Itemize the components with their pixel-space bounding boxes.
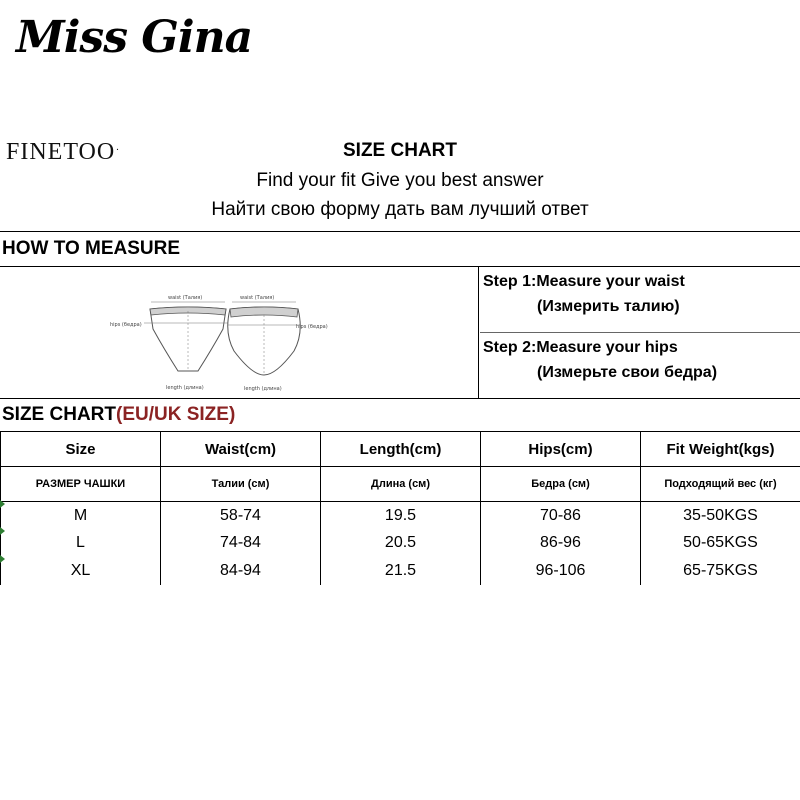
table-row	[1, 502, 800, 530]
table-cell-size: L	[1, 529, 161, 556]
size-chart-title: SIZE CHART	[2, 404, 116, 425]
table-cell-size: XL	[1, 556, 161, 585]
table-header-cell-ru: Талии (см)	[161, 467, 321, 502]
how-to-measure-heading: HOW TO MEASURE	[0, 232, 800, 267]
step-measure-hips	[480, 333, 800, 398]
table-header-cell: Size	[1, 432, 161, 467]
step-2-label: Step 2:Measure your hips	[483, 339, 678, 356]
measurement-diagram	[0, 267, 479, 398]
brand-mark: .	[116, 142, 120, 153]
size-table	[0, 431, 800, 585]
table-row	[1, 556, 800, 585]
table-cell: 84-94	[161, 556, 321, 585]
table-cell: 58-74	[161, 502, 321, 530]
table-header-cell-ru: РАЗМЕР ЧАШКИ	[1, 467, 161, 502]
page-title: SIZE CHART	[343, 140, 457, 161]
row-marker-icon	[0, 500, 5, 508]
brand-name: FINETOO	[6, 139, 116, 165]
brand-logo: Miss Gina	[16, 12, 253, 63]
row-marker-icon	[0, 527, 5, 535]
table-header-row-ru	[1, 467, 800, 502]
diagram-length-label-right: length (длина)	[244, 386, 282, 392]
step-measure-waist	[480, 267, 800, 333]
page-subtitle: Find your fit Give you best answer	[256, 170, 544, 191]
table-cell-size: M	[1, 502, 161, 530]
diagram-length-label-left: length (длина)	[166, 385, 204, 391]
how-to-measure-section	[0, 231, 800, 399]
step-1-label-ru: (Измерить талию)	[537, 298, 680, 315]
table-cell: 74-84	[161, 529, 321, 556]
table-header-cell-ru: Бедра (см)	[481, 467, 641, 502]
table-cell: 35-50KGS	[641, 502, 800, 530]
diagram-hips-label-right: hips (бедра)	[296, 324, 328, 330]
page-subtitle-ru: Найти свою форму дать вам лучший ответ	[211, 199, 589, 220]
table-header-cell: Waist(cm)	[161, 432, 321, 467]
step-2-label-ru: (Измерьте свои бедра)	[537, 364, 718, 381]
table-header-row	[1, 432, 800, 467]
table-header-cell-ru: Длина (см)	[321, 467, 481, 502]
table-cell: 96-106	[481, 556, 641, 585]
table-cell: 50-65KGS	[641, 529, 800, 556]
table-cell: 21.5	[321, 556, 481, 585]
step-1-label: Step 1:Measure your waist	[483, 273, 685, 290]
table-header-cell: Fit Weight(kgs)	[641, 432, 800, 467]
table-cell: 86-96	[481, 529, 641, 556]
table-cell: 20.5	[321, 529, 481, 556]
table-header-cell: Length(cm)	[321, 432, 481, 467]
table-cell: 70-86	[481, 502, 641, 530]
table-row	[1, 529, 800, 556]
size-chart-region: (EU/UK SIZE)	[116, 404, 236, 425]
table-cell: 19.5	[321, 502, 481, 530]
diagram-hips-label-left: hips (бедра)	[110, 322, 142, 328]
diagram-waist-label-left: waist (Талия)	[168, 295, 203, 301]
table-cell: 65-75KGS	[641, 556, 800, 585]
table-header-cell: Hips(cm)	[481, 432, 641, 467]
size-chart-heading	[2, 404, 235, 426]
table-header-cell-ru: Подходящий вес (кг)	[641, 467, 800, 502]
row-marker-icon	[0, 555, 5, 563]
underwear-diagram-illustration	[0, 267, 478, 398]
diagram-waist-label-right: waist (Талия)	[240, 295, 275, 301]
